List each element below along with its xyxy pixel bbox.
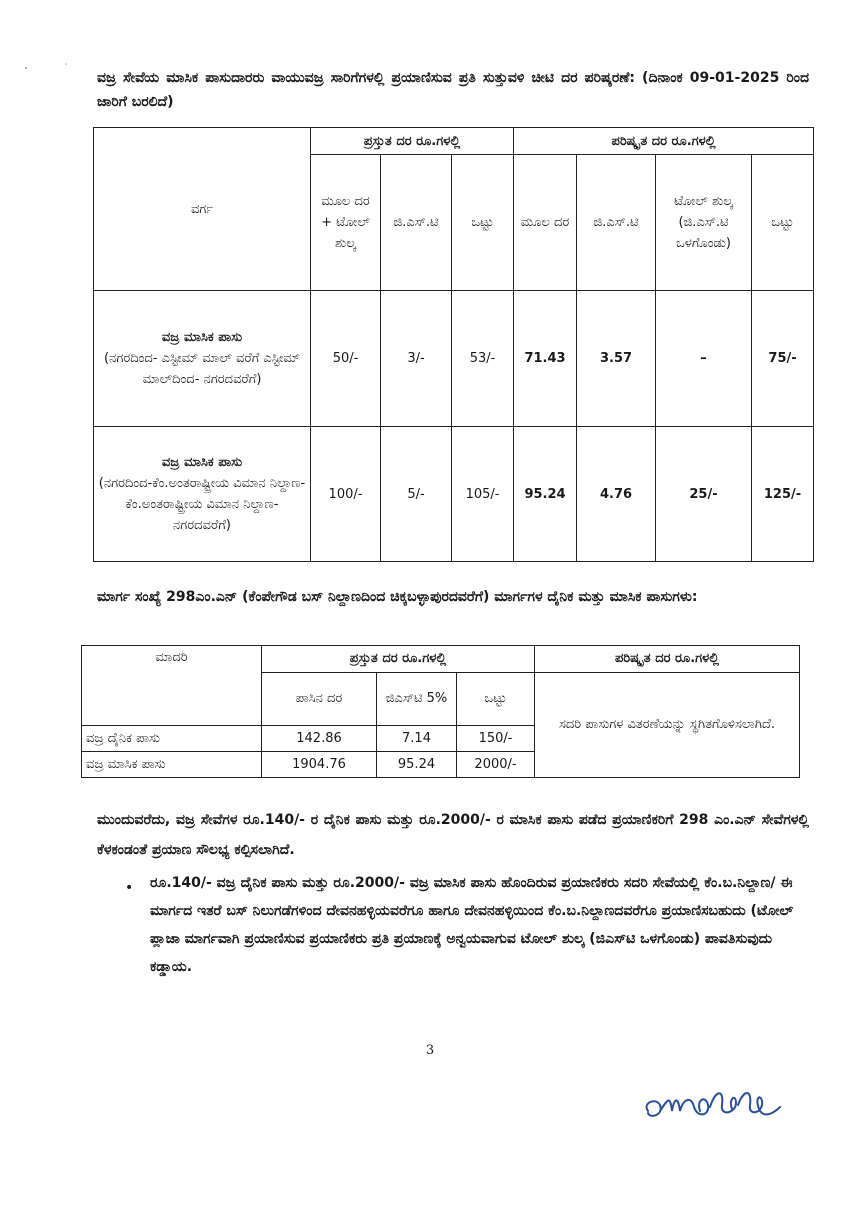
row-route: (ನಗರದಿಂದ- ಎಸ್ಟೀಮ್ ಮಾಲ್ ವರೆಗೆ ಎಸ್ಟೀಮ್ ಮಾಲ್‌ದಿಂದ- ನಗರದವರೆಗೆ) (104, 351, 300, 387)
cell-total: 150/- (457, 726, 535, 752)
row-route: (ನಗರದಿಂದ-ಕೆಂ.ಅಂತರಾಷ್ಟ್ರೀಯ ವಿಮಾನ ನಿಲ್ದಾಣ- ಕೆಂ.ಅಂತರಾಷ್ಟ್ರೀಯ ವಿಮಾನ ನಿಲ್ದಾಣ-ನಗರದವರೆಗೆ) (98, 476, 306, 533)
cell-current-total: 105/- (452, 427, 514, 562)
fare-revision-table (93, 127, 814, 562)
scan-specks (20, 60, 80, 84)
section3-bullet: ರೂ.140/- ವಜ್ರ ದೈನಿಕ ಪಾಸು ಮತ್ತು ರೂ.2000/- ವಜ್ರ ಮಾಸಿಕ ಪಾಸು ಹೊಂದಿರುವ ಪ್ರಯಾಣಿಕರು ಸದರಿ ಸೇವೆಯಲ್ಲಿ ಕೆಂ.ಬ.ನಿಲ್ದಾಣ/ ಈ ಮಾರ್ಗದ ಇತರೆ ಬಸ್ ನಿಲುಗಡೆಗಳಿಂದ ದೇವನಹಳ್ಳಿಯವರೆಗೂ ಹಾಗೂ ದೇವನಹಳ್ಳಿಯಿಂದ ಕೆಂ.ಬ.ನಿಲ್ದಾಣದವರೆಗೂ ಪ್ರಯಾಣಿಸಬಹುದು (ಟೋಲ್ ಪ್ಲಾಜಾ ಮಾರ್ಗವಾಗಿ ಪ್ರಯಾಣಿಸುವ ಪ್ರಯಾಣಿಕರು ಪ್ರತಿ ಪ್ರಯಾಣಕ್ಕೆ ಅನ್ವಯವಾಗುವ ಟೋಲ್ ಶುಲ್ಕ (ಜಿಎಸ್‌ಟಿ ಒಳಗೊಂಡು) ಪಾವತಿಸುವುದು ಕಡ್ಡಾಯ. (150, 875, 794, 975)
header-current-base: ಮೂಲ ದರ + ಟೋಲ್ ಶುಲ್ಕ (311, 155, 381, 291)
cell-revised-gst: 3.57 (577, 291, 656, 427)
row-title: ವಜ್ರ ಮಾಸಿಕ ಪಾಸು (161, 455, 243, 470)
header-current-total: ಒಟ್ಟು (452, 155, 514, 291)
row-category (94, 291, 311, 427)
cell-current-total: 53/- (452, 291, 514, 427)
cell-pass-name: ವಜ್ರ ದೈನಿಕ ಪಾಸು (82, 726, 262, 752)
bullet-icon: • (125, 880, 134, 896)
cell-pass-rate: 142.86 (262, 726, 377, 752)
revised-note: ಸದರಿ ಪಾಸುಗಳ ವಿತರಣೆಯನ್ನು ಸ್ಥಗಿತಗೊಳಿಸಲಾಗಿದೆ. (535, 673, 800, 778)
cell-revised-toll: 25/- (656, 427, 752, 562)
header-total: ಒಟ್ಟು (457, 673, 535, 726)
cell-revised-base: 95.24 (514, 427, 577, 562)
header-category: ವರ್ಗ (94, 128, 311, 291)
header-current-rates: ಪ್ರಸ್ತುತ ದರ ರೂ.ಗಳಲ್ಲಿ (311, 128, 514, 155)
header-model: ಮಾದರಿ (82, 646, 262, 726)
cell-current-base: 100/- (311, 427, 381, 562)
cell-current-gst: 3/- (381, 291, 452, 427)
header-revised-gst: ಜಿ.ಎಸ್.ಟಿ (577, 155, 656, 291)
cell-current-base: 50/- (311, 291, 381, 427)
header-revised-rates: ಪರಿಷ್ಕೃತ ದರ ರೂ.ಗಳಲ್ಲಿ (514, 128, 814, 155)
table-row (94, 427, 814, 562)
header-current-gst: ಜಿ.ಎಸ್.ಟಿ (381, 155, 452, 291)
page-number: 3 (425, 1043, 435, 1058)
cell-revised-total: 75/- (752, 291, 814, 427)
header-revised-toll: ಟೋಲ್ ಶುಲ್ಕ (ಜಿ.ಎಸ್.ಟಿ ಒಳಗೊಂಡು) (656, 155, 752, 291)
header-revised-base: ಮೂಲ ದರ (514, 155, 577, 291)
section2-heading: ಮಾರ್ಗ ಸಂಖ್ಯೆ 298ಎಂ.ಎನ್ (ಕೆಂಪೇಗೌಡ ಬಸ್ ನಿಲ್ದಾಣದಿಂದ ಚಿಕ್ಕಬಳ್ಳಾಪುರದವರೆಗೆ) ಮಾರ್ಗಗಳ ದೈನಿಕ ಮತ್ತು ಮಾಸಿಕ ಪಾಸುಗಳು: (97, 589, 698, 605)
cell-revised-toll: – (656, 291, 752, 427)
header-revised-rates: ಪರಿಷ್ಕೃತ ದರ ರೂ.ಗಳಲ್ಲಿ (535, 646, 800, 673)
cell-revised-base: 71.43 (514, 291, 577, 427)
header-pass-rate: ಪಾಸಿನ ದರ (262, 673, 377, 726)
section3-paragraph: ಮುಂದುವರೆದು, ವಜ್ರ ಸೇವೆಗಳ ರೂ.140/- ರ ದೈನಿಕ ಪಾಸು ಮತ್ತು ರೂ.2000/- ರ ಮಾಸಿಕ ಪಾಸು ಪಡೆದ ಪ್ರಯಾಣಿಕರಿಗೆ 298 ಎಂ.ಎನ್ ಸೇವೆಗಳಲ್ಲಿ ಕೆಳಕಂಡಂತೆ ಪ್ರಯಾಣ ಸೌಲಭ್ಯ ಕಲ್ಪಿಸಲಾಗಿದೆ. (97, 812, 809, 858)
cell-current-gst: 5/- (381, 427, 452, 562)
table-row (94, 291, 814, 427)
header-current-rates: ಪ್ರಸ್ತುತ ದರ ರೂ.ಗಳಲ್ಲಿ (262, 646, 535, 673)
cell-gst: 7.14 (377, 726, 457, 752)
section1-heading: ವಜ್ರ ಸೇವೆಯ ಮಾಸಿಕ ಪಾಸುದಾರರು ವಾಯುವಜ್ರ ಸಾರಿಗೆಗಳಲ್ಲಿ ಪ್ರಯಾಣಿಸುವ ಪ್ರತಿ ಸುತ್ತುವಳಿ ಚೀಟಿ ದರ ಪರಿಷ್ಕರಣೆ: (ದಿನಾಂಕ 09-01-2025 ರಿಂದ ಜಾರಿಗೆ ಬರಲಿದೆ) (97, 70, 809, 110)
cell-gst: 95.24 (377, 752, 457, 778)
cell-revised-gst: 4.76 (577, 427, 656, 562)
cell-revised-total: 125/- (752, 427, 814, 562)
signature (640, 1085, 800, 1135)
cell-pass-name: ವಜ್ರ ಮಾಸಿಕ ಪಾಸು (82, 752, 262, 778)
header-revised-total: ಒಟ್ಟು (752, 155, 814, 291)
cell-total: 2000/- (457, 752, 535, 778)
header-gst: ಜಿಎಸ್‌ಟಿ 5% (377, 673, 457, 726)
row-category (94, 427, 311, 562)
route-298mn-pass-table (81, 645, 800, 778)
signature-stroke (647, 1093, 780, 1116)
row-title: ವಜ್ರ ಮಾಸಿಕ ಪಾಸು (161, 330, 243, 345)
cell-pass-rate: 1904.76 (262, 752, 377, 778)
